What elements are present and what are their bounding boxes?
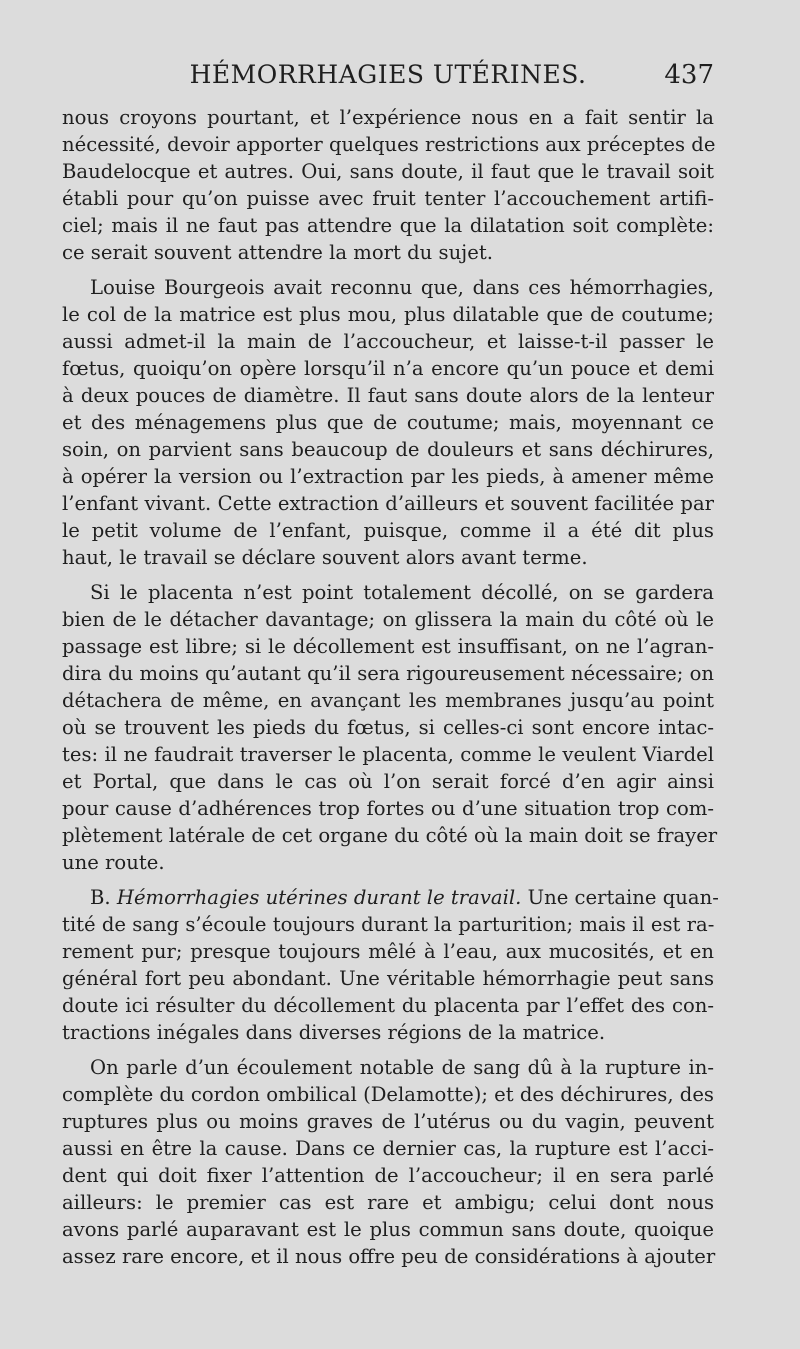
text-line: haut, le travail se déclare souvent alors avant terme. bbox=[62, 546, 588, 569]
text-line: bien de le détacher davantage; on glissera la main du côté où le bbox=[62, 608, 714, 631]
text-line: à opérer la version ou l’extraction par les pieds, à amener même bbox=[62, 465, 714, 488]
text-line: complète du cordon ombilical (Delamotte); et des déchirures, des bbox=[62, 1083, 714, 1106]
text-line: tes: il ne faudrait traverser le placenta, comme le veulent Viardel bbox=[62, 743, 714, 766]
text-line: tité de sang s’écoule toujours durant la parturition; mais il est ra- bbox=[62, 913, 715, 936]
text-line: général fort peu abondant. Une véritable hémorrhagie peut sans bbox=[62, 967, 714, 990]
text-line: le col de la matrice est plus mou, plus dilatable que de coutume; bbox=[62, 303, 714, 326]
section-b-text: Une certaine quan- bbox=[527, 886, 719, 909]
text-line: Louise Bourgeois avait reconnu que, dans ces hémorrhagies, bbox=[90, 276, 714, 299]
text-line: aussi en être la cause. Dans ce dernier cas, la rupture est l’acci- bbox=[62, 1137, 714, 1160]
section-b-heading: Hémorrhagies utérines durant le travail. bbox=[116, 886, 522, 909]
text-line: rement pur; presque toujours mêlé à l’eau, aux mucosités, et en bbox=[62, 940, 714, 963]
text-line: nécessité, devoir apporter quelques restrictions aux préceptes de bbox=[62, 133, 716, 156]
text-line: le petit volume de l’enfant, puisque, comme il a été dit plus bbox=[62, 519, 714, 542]
text-line: nous croyons pourtant, et l’expérience nous en a fait sentir la bbox=[62, 106, 714, 129]
text-line: ce serait souvent attendre la mort du sujet. bbox=[62, 241, 493, 264]
text-line: aussi admet-il la main de l’accoucheur, et laisse-t-il passer le bbox=[62, 330, 714, 353]
text-line: une route. bbox=[62, 851, 165, 874]
text-line: l’enfant vivant. Cette extraction d’ailleurs et souvent facilitée par bbox=[62, 492, 714, 515]
text-line: Si le placenta n’est point totalement décollé, on se gardera bbox=[90, 581, 714, 604]
text-line: soin, on parvient sans beaucoup de douleurs et sans déchirures, bbox=[62, 438, 714, 461]
running-title: HÉMORRHAGIES UTÉRINES. bbox=[189, 60, 587, 89]
text-line: dent qui doit fixer l’attention de l’accoucheur; il en sera parlé bbox=[62, 1164, 714, 1187]
section-b-label: B. bbox=[90, 886, 111, 909]
text-line: détachera de même, en avançant les membranes jusqu’au point bbox=[62, 689, 714, 712]
text-line: plètement latérale de cet organe du côté où la main doit se frayer bbox=[62, 824, 718, 847]
page-number: 437 bbox=[664, 60, 714, 90]
body-text bbox=[62, 104, 719, 1270]
text-line: ciel; mais il ne faut pas attendre que la dilatation soit complète: bbox=[62, 214, 714, 237]
text-line: On parle d’un écoulement notable de sang dû à la rupture in- bbox=[90, 1056, 714, 1079]
text-line: ailleurs: le premier cas est rare et ambigu; celui dont nous bbox=[62, 1191, 714, 1214]
text-line: passage est libre; si le décollement est insuffisant, on ne l’agran- bbox=[62, 635, 714, 658]
text-line: fœtus, quoiqu’on opère lorsqu’il n’a encore qu’un pouce et demi bbox=[62, 357, 714, 380]
text-line: établi pour qu’on puisse avec fruit tenter l’accouchement artifi- bbox=[62, 187, 714, 210]
text-line: assez rare encore, et il nous offre peu de considérations à ajouter bbox=[62, 1245, 716, 1268]
text-line: Baudelocque et autres. Oui, sans doute, il faut que le travail soit bbox=[62, 160, 714, 183]
text-line: doute ici résulter du décollement du placenta par l’effet des con- bbox=[62, 994, 714, 1017]
text-line: dira du moins qu’autant qu’il sera rigoureusement nécessaire; on bbox=[62, 662, 714, 685]
running-header bbox=[62, 60, 714, 100]
text-line: ruptures plus ou moins graves de l’utérus ou du vagin, peuvent bbox=[62, 1110, 714, 1133]
text-line: et des ménagemens plus que de coutume; mais, moyennant ce bbox=[62, 411, 714, 434]
text-line: pour cause d’adhérences trop fortes ou d’une situation trop com- bbox=[62, 797, 714, 820]
text-line: et Portal, que dans le cas où l’on serait forcé d’en agir ainsi bbox=[62, 770, 714, 793]
text-line: où se trouvent les pieds du fœtus, si celles-ci sont encore intac- bbox=[62, 716, 714, 739]
section-b-first-line bbox=[62, 884, 719, 911]
text-line: tractions inégales dans diverses régions de la matrice. bbox=[62, 1021, 606, 1044]
text-line: avons parlé auparavant est le plus commun sans doute, quoique bbox=[62, 1218, 714, 1241]
text-line: à deux pouces de diamètre. Il faut sans doute alors de la lenteur bbox=[62, 384, 714, 407]
